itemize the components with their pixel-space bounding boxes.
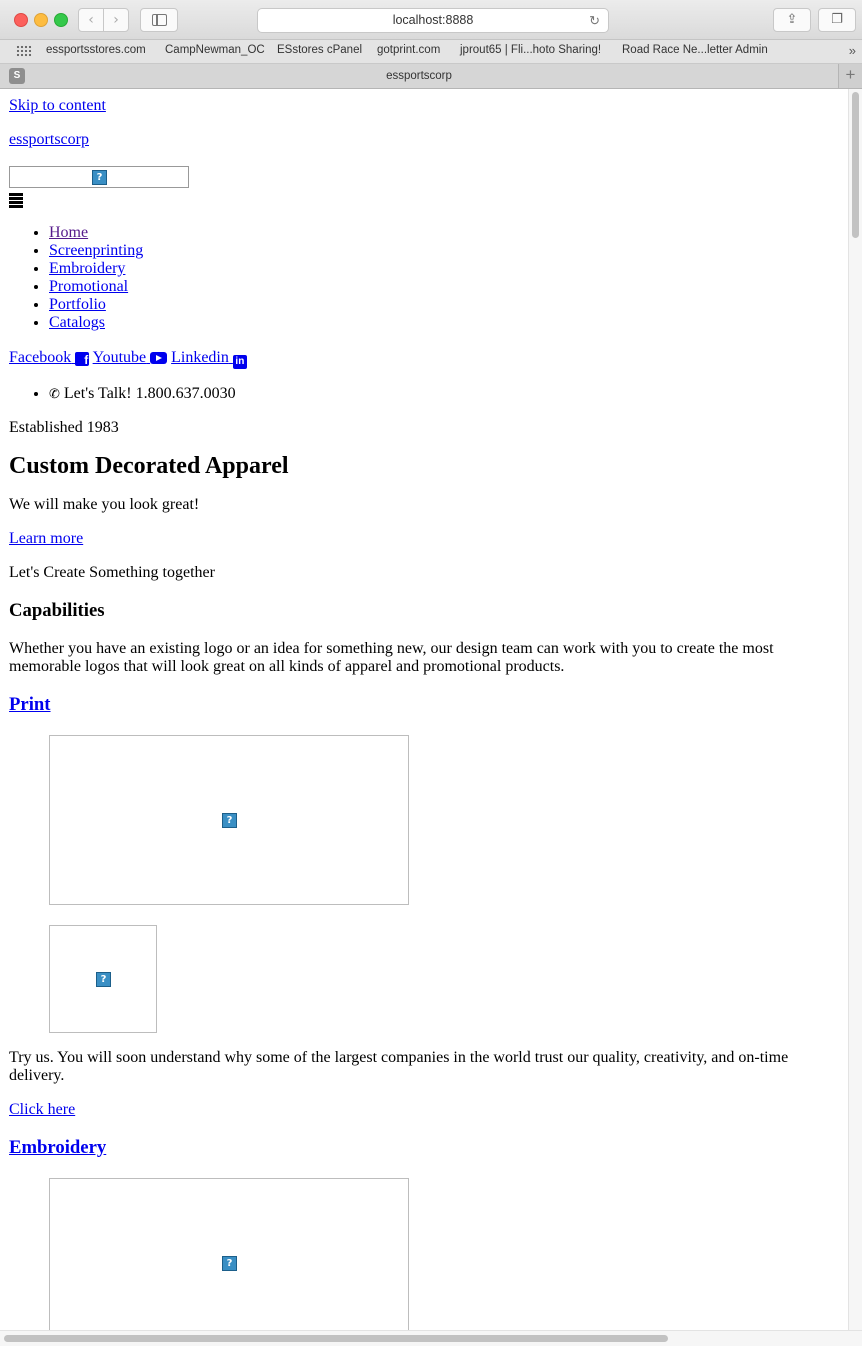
tab-title: essportscorp xyxy=(386,70,452,82)
facebook-link[interactable] xyxy=(9,349,89,366)
skip-to-content-link[interactable]: Skip to content xyxy=(9,97,106,114)
print-image-small xyxy=(49,925,157,1033)
youtube-label: Youtube xyxy=(92,349,147,366)
url-text: localhost:8888 xyxy=(392,13,474,27)
social-links xyxy=(9,349,840,369)
broken-image-icon: ? xyxy=(92,170,107,185)
site-title-link[interactable]: essportscorp xyxy=(9,131,89,148)
print-heading-link[interactable]: Print xyxy=(9,694,51,715)
zoom-window-button[interactable] xyxy=(54,13,68,27)
address-bar[interactable] xyxy=(257,8,609,33)
bookmark-item[interactable]: Road Race Ne...letter Admin xyxy=(622,44,768,56)
minimize-window-button[interactable] xyxy=(34,13,48,27)
chevron-right-icon: › xyxy=(113,12,119,28)
print-image-large xyxy=(49,735,409,905)
page-viewport xyxy=(0,89,848,1330)
bookmarks-bar xyxy=(0,40,862,64)
vertical-scrollbar[interactable] xyxy=(848,89,862,1330)
phone-item xyxy=(49,385,840,403)
sidebar-icon xyxy=(152,14,167,26)
bookmark-item[interactable]: essportsstores.com xyxy=(46,44,146,56)
horizontal-scroll-thumb[interactable] xyxy=(4,1335,668,1342)
hero-subtitle: We will make you look great! xyxy=(9,496,200,513)
menu-icon[interactable] xyxy=(9,193,23,207)
linkedin-icon: in xyxy=(233,355,247,369)
facebook-icon: f xyxy=(75,352,89,366)
nav-link-catalogs[interactable]: Catalogs xyxy=(49,314,105,331)
learn-more-link[interactable]: Learn more xyxy=(9,530,84,547)
new-tab-button[interactable] xyxy=(839,64,862,88)
tab-bar xyxy=(0,64,862,89)
top-sites-grid-icon[interactable] xyxy=(16,45,32,57)
nav-link-home[interactable]: Home xyxy=(49,224,89,241)
linkedin-label: Linkedin xyxy=(171,349,229,366)
youtube-link[interactable] xyxy=(93,349,168,366)
favicon-icon: S xyxy=(9,68,25,84)
phone-text: Let's Talk! 1.800.637.0030 xyxy=(63,385,236,402)
tab-essportscorp[interactable] xyxy=(0,64,839,88)
nav-item-catalogs xyxy=(49,314,840,332)
plus-icon: + xyxy=(845,65,856,84)
capabilities-text: Whether you have an existing logo or an idea for something new, our design team can work with you to create the most memorable logos that will look great on all kinds of apparel and promotional products. xyxy=(9,640,774,675)
established-text: Established 1983 xyxy=(9,419,119,436)
forward-button[interactable] xyxy=(103,8,129,32)
bookmark-item[interactable]: gotprint.com xyxy=(377,44,441,56)
broken-image-icon: ? xyxy=(96,972,111,987)
reload-icon[interactable]: ↻ xyxy=(589,13,600,28)
main-nav xyxy=(9,224,840,332)
phone-icon: ✆ xyxy=(49,387,60,402)
capabilities-heading: Capabilities xyxy=(9,600,105,621)
sidebar-toggle-button[interactable] xyxy=(140,8,178,32)
bookmark-item[interactable]: ESstores cPanel xyxy=(277,44,363,56)
chevron-left-icon: ‹ xyxy=(88,12,94,28)
show-tabs-button[interactable] xyxy=(818,8,856,32)
window-titlebar xyxy=(0,0,862,40)
broken-image-icon: ? xyxy=(222,1256,237,1271)
embroidery-heading-link[interactable]: Embroidery xyxy=(9,1137,107,1158)
share-button[interactable] xyxy=(773,8,811,32)
horizontal-scrollbar[interactable] xyxy=(0,1330,862,1346)
embroidery-image-large xyxy=(49,1178,409,1330)
click-here-link[interactable]: Click here xyxy=(9,1101,76,1118)
create-together-text: Let's Create Something together xyxy=(9,564,215,581)
bookmark-item[interactable]: CampNewman_OC xyxy=(165,44,265,56)
nav-item-screenprinting xyxy=(49,242,840,260)
nav-item-portfolio xyxy=(49,296,840,314)
nav-link-promotional[interactable]: Promotional xyxy=(49,278,129,295)
facebook-label: Facebook xyxy=(9,349,72,366)
share-icon: ⇪ xyxy=(786,12,798,27)
close-window-button[interactable] xyxy=(14,13,28,27)
back-button[interactable] xyxy=(78,8,104,32)
youtube-icon xyxy=(150,352,167,364)
vertical-scroll-thumb[interactable] xyxy=(852,92,859,238)
nav-link-screenprinting[interactable]: Screenprinting xyxy=(49,242,144,259)
hero-title: Custom Decorated Apparel xyxy=(9,453,289,479)
try-us-text: Try us. You will soon understand why some of the largest companies in the world trust our quality, creativity, and on-time delivery. xyxy=(9,1049,789,1084)
bookmark-item[interactable]: jprout65 | Fli...hoto Sharing! xyxy=(460,44,602,56)
broken-image-icon: ? xyxy=(222,813,237,828)
search-input[interactable] xyxy=(9,166,189,188)
contact-list xyxy=(9,385,840,403)
nav-item-promotional xyxy=(49,278,840,296)
more-bookmarks-icon[interactable]: » xyxy=(848,43,856,58)
nav-item-embroidery xyxy=(49,260,840,278)
nav-link-portfolio[interactable]: Portfolio xyxy=(49,296,106,313)
tabs-icon: ❐ xyxy=(831,12,843,27)
nav-link-embroidery[interactable]: Embroidery xyxy=(49,260,126,277)
nav-item-home xyxy=(49,224,840,242)
linkedin-link[interactable] xyxy=(171,349,247,366)
